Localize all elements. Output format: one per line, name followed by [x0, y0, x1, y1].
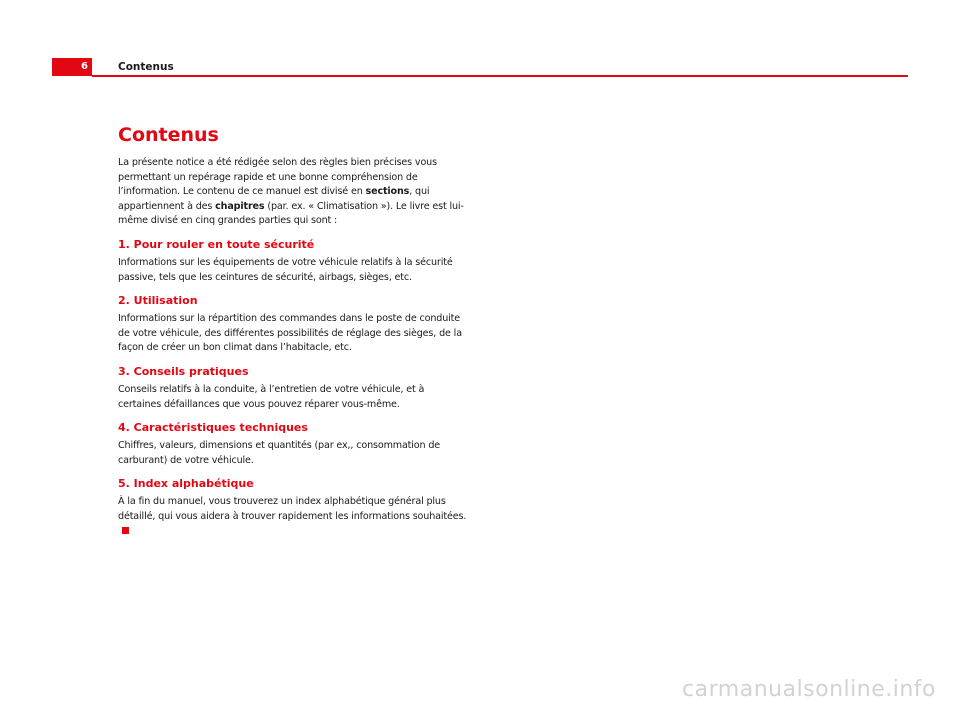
section-body-1: Informations sur les équipements de votre véhicule relatifs à la sécurité passive, tels que les ceintures de sécurité, airbags, sièges, etc. [118, 256, 453, 283]
section-body-3: Conseils relatifs à la conduite, à l’entretien de votre véhicule, et à certaines défaillances que vous pouvez réparer vous-même. [118, 383, 425, 410]
section-heading-5: 5. Index alphabétique [118, 477, 254, 491]
intro-paragraph [118, 156, 468, 229]
main-content [118, 122, 468, 539]
intro-text-2: , qui appartiennent à des [118, 186, 430, 212]
section-body-5-paragraph [118, 495, 468, 539]
page-number-tab: 6 [52, 58, 92, 76]
page-title: Contenus [118, 124, 219, 146]
header-rule [92, 75, 908, 77]
section-body-4: Chiffres, valeurs, dimensions et quantités (par ex,, consommation de carburant) de votre véhicule. [118, 440, 441, 466]
sections-term: sections [365, 186, 410, 198]
section-body-5: À la fin du manuel, vous trouverez un index alphabétique général plus détaillé, qui vous aidera à trouver rapidement les informations souhaitées. [118, 496, 467, 522]
chapters-term: chapitres [215, 200, 265, 212]
section-heading-2: 2. Utilisation [118, 294, 198, 308]
watermark: carmanualsonline.info [682, 677, 936, 702]
page-header [52, 58, 908, 78]
intro-text-3: (par. ex. « Climatisation »). Le livre est lui-même divisé en cinq grandes parties qui sont : [118, 200, 464, 227]
end-of-section-icon [122, 527, 129, 534]
section-body-2: Informations sur la répartition des commandes dans le poste de conduite de votre véhicule, des différentes possibilités de réglage des sièges, de la façon de créer un bon climat dans l’habitacle, etc. [118, 313, 462, 354]
section-heading-3: 3. Conseils pratiques [118, 364, 249, 378]
section-heading-1: 1. Pour rouler en toute sécurité [118, 237, 315, 251]
section-heading-4: 4. Caractéristiques techniques [118, 421, 308, 435]
intro-text-1: La présente notice a été rédigée selon des règles bien précises vous permettant un repérage rapide et une bonne compréhension de l’information. Le contenu de ce manuel est divisé en [118, 157, 437, 198]
running-title: Contenus [118, 61, 174, 73]
